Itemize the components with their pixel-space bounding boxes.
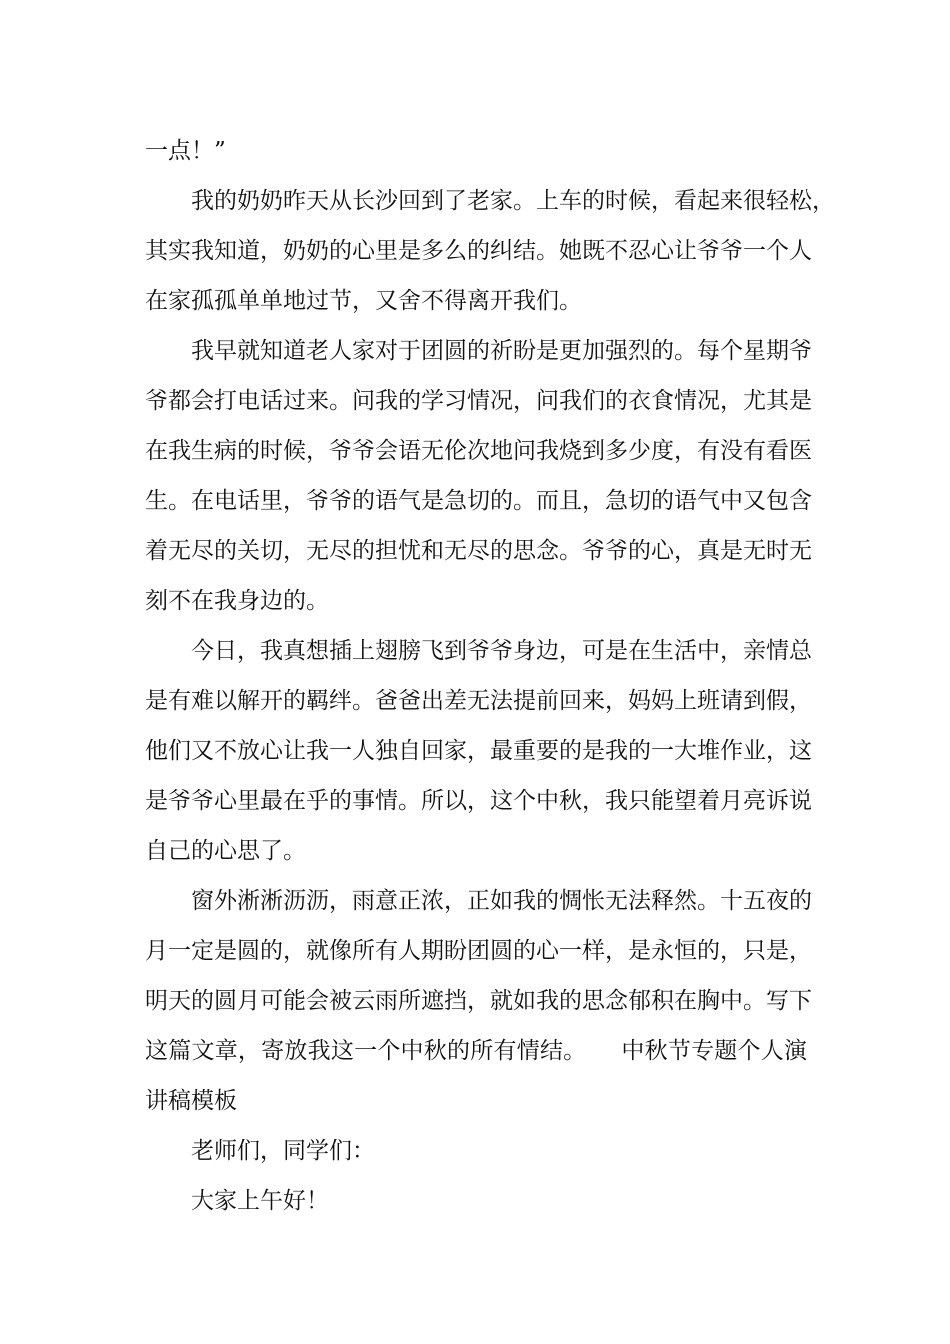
text-line: 老师们，同学们： [191,1138,375,1164]
text-line: 月一定是圆的，就像所有人期盼团圆的心一样，是永恒的，只是， [145,938,812,964]
text-line: 着无尽的关切，无尽的担忧和无尽的思念。爷爷的心，真是无时无 [145,538,812,564]
text-line: 在我生病的时候，爷爷会语无伦次地问我烧到多少度，有没有看医 [145,438,812,464]
text-line: 是爷爷心里最在乎的事情。所以，这个中秋，我只能望着月亮诉说 [145,788,812,814]
text-line: 我的奶奶昨天从长沙回到了老家。上车的时候，看起来很轻松， [191,188,835,214]
text-line: 其实我知道，奶奶的心里是多么的纠结。她既不忍心让爷爷一个人 [145,238,812,264]
text-line: 大家上午好！ [191,1188,329,1214]
text-line: 明天的圆月可能会被云雨所遮挡，就如我的思念郁积在胸中。写下 [145,988,812,1014]
text-line: 讲稿模板 [145,1088,237,1114]
text-line: 生。在电话里，爷爷的语气是急切的。而且，急切的语气中又包含 [145,488,812,514]
text-line: 这篇文章，寄放我这一个中秋的所有情结。 中秋节专题个人演 [145,1038,807,1064]
text-line: 他们又不放心让我一人独自回家，最重要的是我的一大堆作业，这 [145,738,812,764]
text-line: 窗外淅淅沥沥，雨意正浓，正如我的惆怅无法释然。十五夜的 [191,888,812,914]
text-line: 刻不在我身边的。 [145,588,329,614]
text-line: 是有难以解开的羁绊。爸爸出差无法提前回来，妈妈上班请到假， [145,688,812,714]
text-line: 在家孤孤单单地过节，又舍不得离开我们。 [145,288,582,314]
text-line: 自己的心思了。 [145,838,306,864]
text-line: 今日，我真想插上翅膀飞到爷爷身边，可是在生活中，亲情总 [191,638,812,664]
document-body [145,126,835,1226]
text-line: 我早就知道老人家对于团圆的祈盼是更加强烈的。每个星期爷 [191,338,812,364]
text-line: 爷都会打电话过来。问我的学习情况，问我们的衣食情况，尤其是 [145,388,812,414]
text-line: 一点！” [145,138,226,164]
